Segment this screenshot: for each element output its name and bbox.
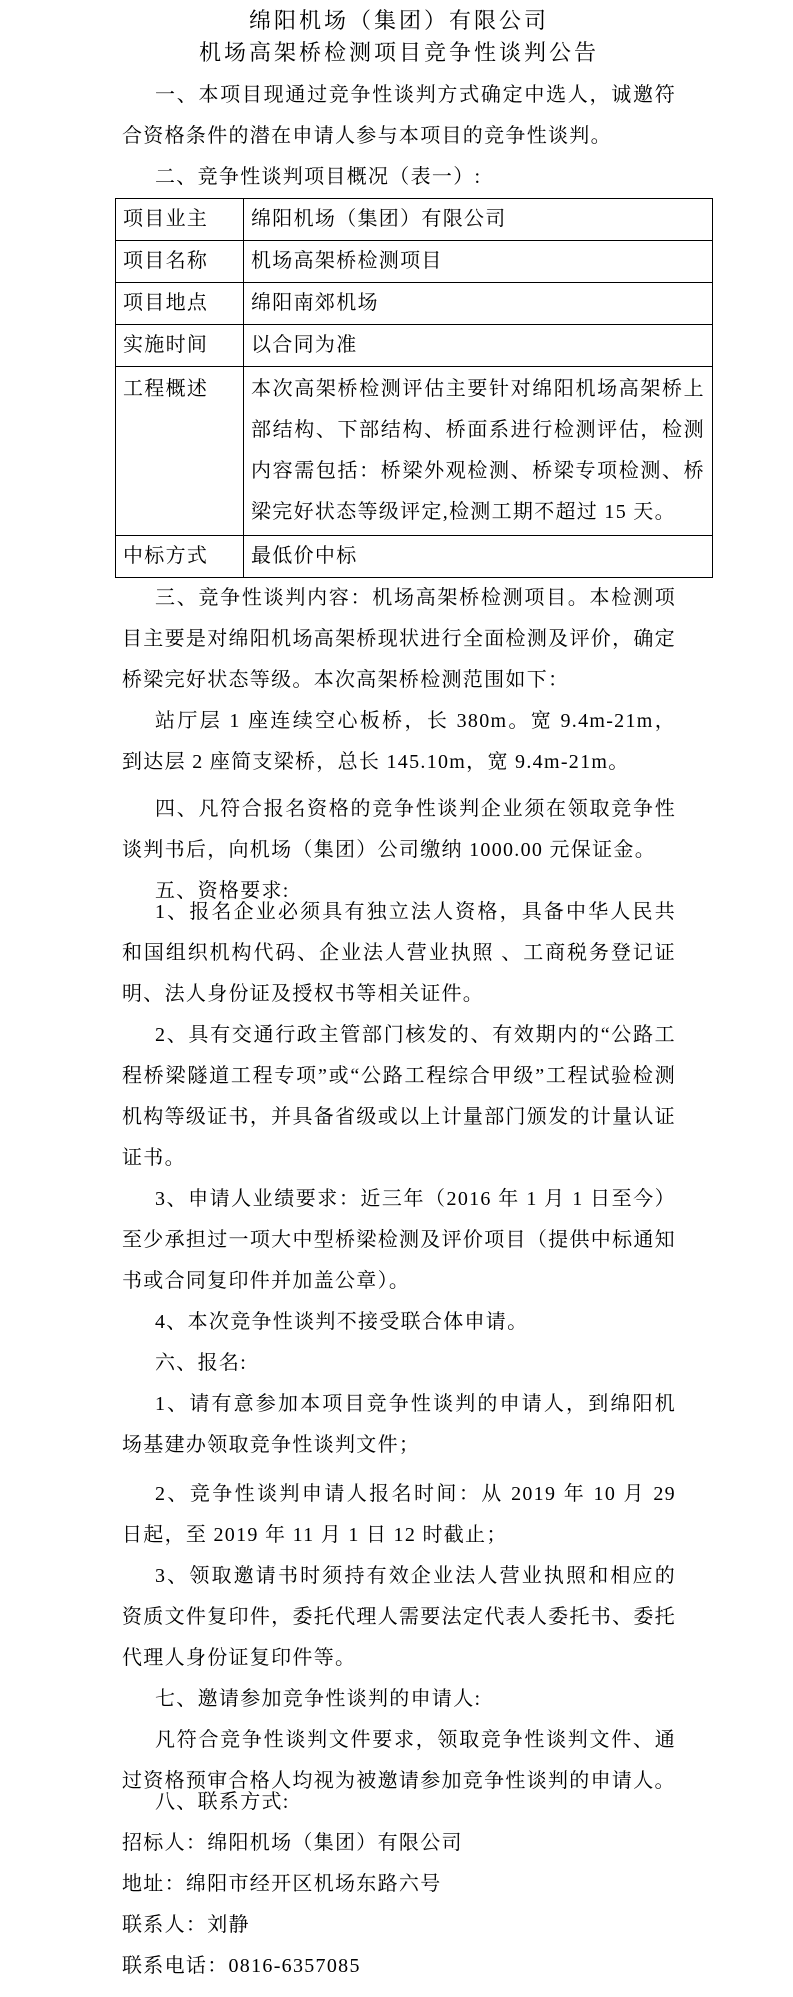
row-label: 项目名称 [116, 241, 244, 283]
section-7-paragraph: 凡符合竞争性谈判文件要求，领取竞争性谈判文件、通过资格预审合格人均视为被邀请参加竞争性谈判的申请人。 [122, 1729, 676, 1792]
row-value: 以合同为准 [244, 325, 713, 367]
document-title-announcement: 机场高架桥检测项目竞争性谈判公告 [198, 40, 599, 65]
row-value: 绵阳南郊机场 [244, 283, 713, 325]
section-7-heading: 七、邀请参加竞争性谈判的申请人: [155, 1688, 482, 1710]
section-3-paragraph: 三、竞争性谈判内容：机场高架桥检测项目。本检测项目主要是对绵阳机场高架桥现状进行全面检测及评价，确定桥梁完好状态等级。本次高架桥检测范围如下： [122, 587, 676, 691]
table-row-project-name [116, 241, 713, 283]
document-title-company: 绵阳机场（集团）有限公司 [248, 8, 549, 33]
table-row-project-description [116, 367, 713, 536]
table-row-project-location [116, 283, 713, 325]
row-label: 项目地点 [116, 283, 244, 325]
section-6-item-1: 1、请有意参加本项目竞争性谈判的申请人，到绵阳机场基建办领取竞争性谈判文件； [122, 1393, 676, 1456]
row-label: 实施时间 [116, 325, 244, 367]
row-value: 本次高架桥检测评估主要针对绵阳机场高架桥上部结构、下部结构、桥面系进行检测评估，检测内容需包括：桥梁外观检测、桥梁专项检测、桥梁完好状态等级评定,检测工期不超过 15 天。 [244, 367, 713, 536]
section-5-heading: 五、资格要求: [155, 880, 290, 902]
section-6-item-2: 2、竞争性谈判申请人报名时间：从 2019 年 10 月 29 日起，至 2019 年 11 月 1 日 12 时截止； [122, 1483, 676, 1546]
contact-bidder: 招标人：绵阳机场（集团）有限公司 [122, 1832, 463, 1854]
table-row-award-method [116, 536, 713, 578]
contact-address: 地址：绵阳市经开区机场东路六号 [122, 1873, 442, 1895]
row-value: 机场高架桥检测项目 [244, 241, 713, 283]
row-label: 中标方式 [116, 536, 244, 578]
section-4-paragraph: 四、凡符合报名资格的竞争性谈判企业须在领取竞争性谈判书后，向机场（集团）公司缴纳 1000.00 元保证金。 [122, 798, 676, 861]
row-value: 绵阳机场（集团）有限公司 [244, 199, 713, 241]
table-row-project-owner [116, 199, 713, 241]
section-5-item-4: 4、本次竞争性谈判不接受联合体申请。 [155, 1311, 529, 1333]
section-2-heading: 二、竞争性谈判项目概况（表一）: [155, 166, 482, 188]
project-overview-table [115, 198, 713, 578]
row-label: 工程概述 [116, 367, 244, 536]
section-8-heading: 八、联系方式: [155, 1791, 290, 1813]
row-label: 项目业主 [116, 199, 244, 241]
section-5-item-3: 3、申请人业绩要求：近三年（2016 年 1 月 1 日至今）至少承担过一项大中型桥梁检测及评价项目（提供中标通知书或合同复印件并加盖公章）。 [122, 1188, 676, 1292]
section-5-item-2: 2、具有交通行政主管部门核发的、有效期内的“公路工程桥梁隧道工程专项”或“公路工程综合甲级”工程试验检测机构等级证书，并具备省级或以上计量部门颁发的计量认证证书。 [122, 1024, 676, 1169]
row-value: 最低价中标 [244, 536, 713, 578]
section-6-heading: 六、报名: [155, 1352, 248, 1374]
section-3-scope-paragraph: 站厅层 1 座连续空心板桥，长 380m。宽 9.4m-21m，到达层 2 座简支梁桥，总长 145.10m，宽 9.4m-21m。 [122, 710, 676, 773]
contact-person: 联系人：刘静 [122, 1914, 250, 1936]
contact-phone: 联系电话：0816-6357085 [122, 1955, 361, 1977]
table-row-implementation-time [116, 325, 713, 367]
intro-paragraph: 一、本项目现通过竞争性谈判方式确定中选人，诚邀符合资格条件的潜在申请人参与本项目的竞争性谈判。 [122, 84, 676, 147]
section-6-item-3: 3、领取邀请书时须持有效企业法人营业执照和相应的资质文件复印件，委托代理人需要法定代表人委托书、委托代理人身份证复印件等。 [122, 1565, 676, 1669]
section-5-item-1: 1、报名企业必须具有独立法人资格，具备中华人民共和国组织机构代码、企业法人营业执照 、工商税务登记证明、法人身份证及授权书等相关证件。 [122, 901, 676, 1005]
